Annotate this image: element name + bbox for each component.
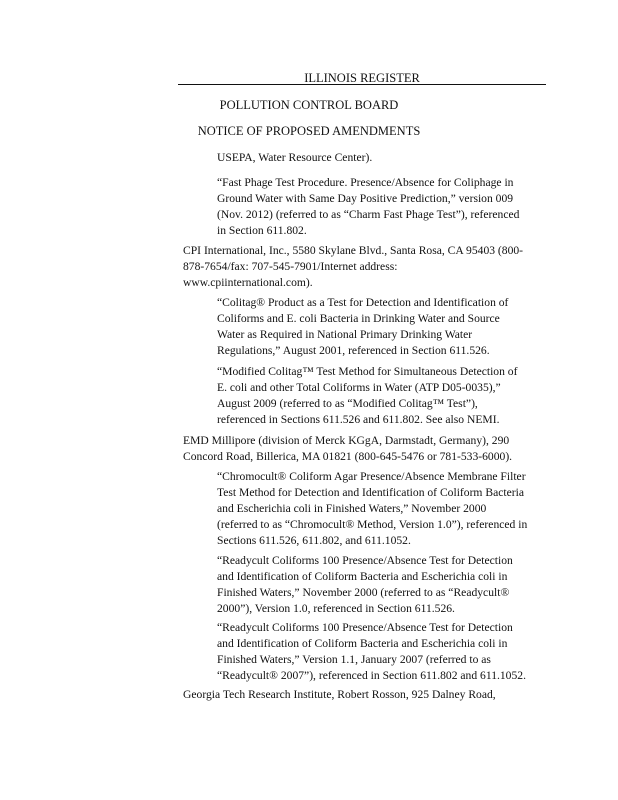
- readycult-2007-entry: “Readycult Coliforms 100 Presence/Absence Test for Detection and Identification of Coliform Bacteria and Escherichia coli in Finished Waters,” Version 1.1, January 2007 (referred to as “Readycult® 2007”), referenced in Section 611.802 and 611.1052.: [217, 621, 526, 682]
- emd-millipore-entry: EMD Millipore (division of Merck KGgA, Darmstadt, Germany), 290 Concord Road, Billerica, MA 01821 (800-645-5476 or 781-533-6000).: [183, 434, 513, 463]
- header-rule: [178, 84, 546, 85]
- modified-colitag-entry: “Modified Colitag™ Test Method for Simultaneous Detection of E. coli and other Total Coliforms in Water (ATP D05-0035),” August 2009 (referred to as “Modified Colitag™ Test”), referenced in Sections 611.526 and 611.802. See also NEMI.: [217, 365, 518, 426]
- colitag-product-entry: “Colitag® Product as a Test for Detection and Identification of Coliforms and E. coli Bacteria in Drinking Water and Source Water as Required in National Primary Drinking Water Regulations,” August 2001, referenced in Section 611.526.: [217, 296, 509, 357]
- georgia-tech-entry: Georgia Tech Research Institute, Robert Rosson, 925 Dalney Road,: [183, 688, 496, 701]
- board-name: POLLUTION CONTROL BOARD: [219, 98, 399, 112]
- usepa-continuation: USEPA, Water Resource Center).: [217, 151, 373, 164]
- readycult-2000-entry: “Readycult Coliforms 100 Presence/Absence Test for Detection and Identification of Coliform Bacteria and Escherichia coli in Finished Waters,” November 2000 (referred to as “Readycult® 2000”), Version 1.0, referenced in Section 611.526.: [217, 554, 513, 615]
- cpi-international-entry: CPI International, Inc., 5580 Skylane Blvd., Santa Rosa, CA 95403 (800- 878-7654/fax: 707-545-7901/Internet address: www.cpiinternational.com).: [183, 244, 524, 289]
- notice-title: NOTICE OF PROPOSED AMENDMENTS: [197, 124, 421, 138]
- register-title: ILLINOIS REGISTER: [304, 71, 420, 85]
- chromocult-entry: “Chromocult® Coliform Agar Presence/Absence Membrane Filter Test Method for Detection and Identification of Coliform Bacteria and Escherichia coli in Finished Waters,” November 2000 (referred to as “Chromocult® Method, Version 1.0”), referenced in Sections 611.526, 611.802, and 611.1052.: [217, 470, 528, 547]
- charm-fast-phage-entry: “Fast Phage Test Procedure. Presence/Absence for Coliphage in Ground Water with Same Day Positive Prediction,” version 009 (Nov. 2012) (referred to as “Charm Fast Phage Test”), referenced in Section 611.802.: [217, 176, 520, 237]
